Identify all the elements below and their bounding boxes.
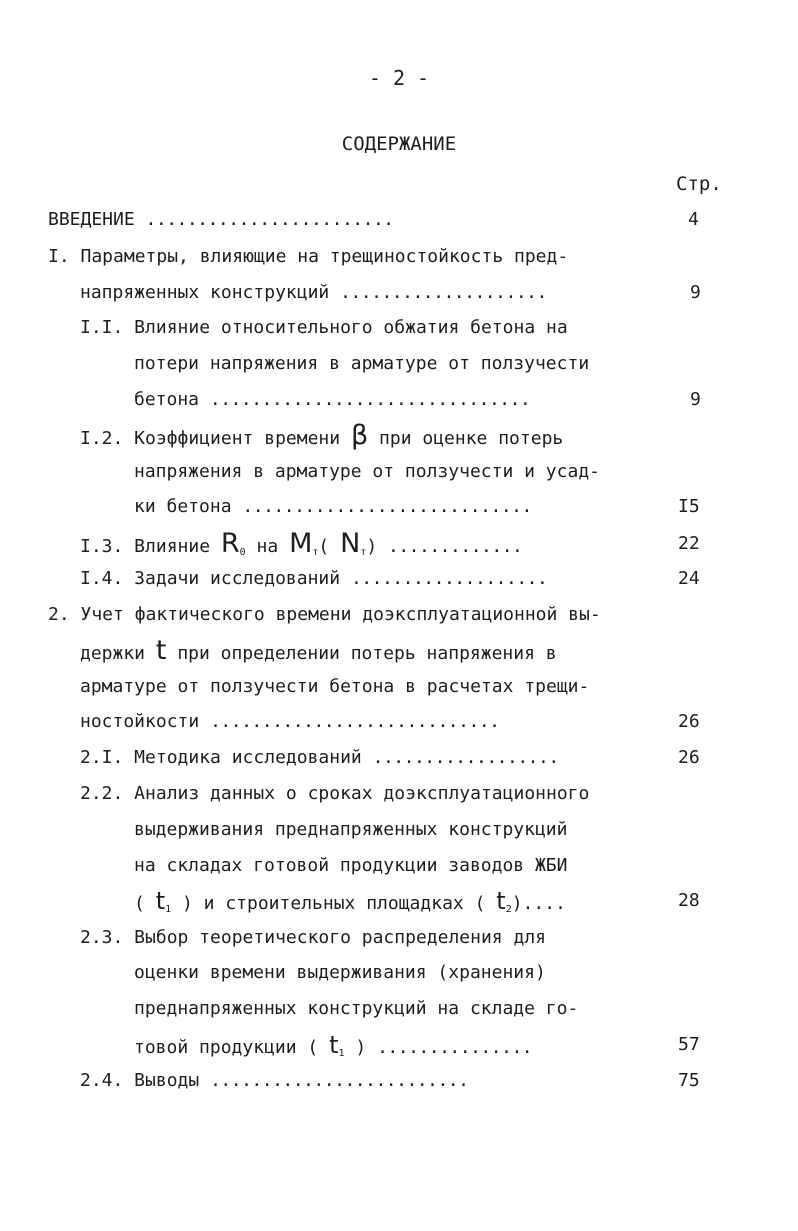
toc-entry-introduction[interactable] bbox=[48, 208, 394, 232]
toc-entry-title: I. Параметры, влияющие на трещиностойкость пред- bbox=[48, 246, 569, 267]
toc-entry-continuation: выдерживания преднапряженных конструкций bbox=[134, 819, 568, 840]
toc-entry-continuation: товой продукции ( $t_1$ ) ............... bbox=[134, 1031, 533, 1059]
m-symbol: M bbox=[289, 528, 313, 559]
toc-leader-dots: ............................ bbox=[210, 711, 500, 732]
toc-entry-section-1-1[interactable] bbox=[80, 316, 568, 340]
toc-entry-section-2-2[interactable]: 2.2. Анализ данных о сроках доэксплуатационного bbox=[80, 783, 590, 804]
toc-leader-dots: ............................ bbox=[242, 496, 532, 517]
toc-entry-continuation: держки t при определении потерь напряжения в bbox=[80, 635, 557, 666]
page-title: СОДЕРЖАНИЕ bbox=[341, 133, 457, 155]
toc-page-number: 26 bbox=[678, 711, 700, 732]
toc-entry-title: 2. Учет фактического времени доэксплуатационной вы- bbox=[48, 604, 601, 625]
toc-entry-continuation: оценки времени выдерживания (хранения) bbox=[134, 962, 546, 983]
toc-page-number: 57 bbox=[678, 1034, 700, 1055]
toc-entry-continuation: напряженных конструкций .................... bbox=[80, 282, 547, 303]
toc-leader-dots: ............. bbox=[388, 536, 523, 557]
toc-entry-title: I.I. Влияние относительного обжатия бетона на bbox=[80, 317, 568, 338]
toc-entry-section-2-3[interactable]: 2.3. Выбор теоретического распределения для bbox=[80, 927, 546, 948]
toc-page-number: 9 bbox=[690, 389, 701, 410]
toc-leader-dots: ......................... bbox=[210, 1070, 469, 1091]
t1-symbol: t bbox=[155, 887, 166, 915]
toc-entry-section-1-4[interactable]: I.4. Задачи исследований ................... bbox=[80, 568, 548, 589]
toc-leader-dots: ................... bbox=[350, 568, 548, 589]
toc-page-number: 4 bbox=[688, 209, 699, 230]
toc-page-number: I5 bbox=[678, 496, 700, 517]
toc-entry-continuation: арматуре от ползучести бетона в расчетах трещи- bbox=[80, 676, 590, 697]
toc-page-number: 26 bbox=[678, 747, 700, 768]
toc-entry-section-1-3[interactable]: I.3. Влияние $R_0$ на $M_т$( $N_т$) ............. bbox=[80, 528, 523, 559]
toc-entry-continuation: потери напряжения в арматуре от ползучести bbox=[134, 353, 590, 374]
toc-page-number: 22 bbox=[678, 533, 700, 554]
page-number: - 2 - bbox=[368, 66, 430, 90]
toc-leader-dots: ............... bbox=[377, 1037, 533, 1058]
t-symbol: t bbox=[155, 635, 167, 666]
toc-entry-section-2-4[interactable]: 2.4. Выводы ......................... bbox=[80, 1070, 469, 1091]
toc-leader-dots: ............................... bbox=[209, 389, 531, 410]
toc-entry-continuation: бетона ............................... bbox=[134, 389, 531, 410]
toc-page-number: 9 bbox=[690, 282, 701, 303]
toc-leader-dots: .................. bbox=[372, 747, 559, 768]
toc-page-number: 28 bbox=[678, 890, 700, 911]
beta-symbol: β bbox=[350, 420, 369, 451]
toc-page-number: 24 bbox=[678, 568, 700, 589]
toc-entry-continuation: ки бетона ............................ bbox=[134, 496, 532, 517]
toc-entry-continuation: напряжения в арматуре от ползучести и усад- bbox=[134, 461, 600, 482]
t1-symbol: t bbox=[329, 1031, 339, 1059]
toc-leader-dots: ........................ bbox=[145, 209, 394, 230]
toc-entry-continuation: преднапряженных конструкций на складе го- bbox=[134, 998, 579, 1019]
toc-entry-section-2-1[interactable]: 2.I. Методика исследований .................. bbox=[80, 747, 559, 768]
toc-entry-section-1-2[interactable]: I.2. Коэффициент времени β при оценке потерь bbox=[80, 420, 564, 451]
toc-entry-continuation: на складах готовой продукции заводов ЖБИ bbox=[134, 855, 568, 876]
toc-entry-title: ВВЕДЕНИЕ bbox=[48, 209, 135, 230]
n-symbol: N bbox=[340, 528, 361, 559]
toc-entry-continuation: ( $t_1$ ) и строительных площадках ( $t_2$).... bbox=[134, 887, 566, 915]
page-column-label: Стр. bbox=[676, 173, 722, 195]
toc-entry-continuation: ностойкости ............................ bbox=[80, 711, 500, 732]
toc-page-number: 75 bbox=[678, 1070, 700, 1091]
toc-leader-dots: .................... bbox=[340, 282, 547, 303]
r-symbol: R bbox=[220, 528, 240, 559]
toc-entry-chapter-2[interactable] bbox=[48, 603, 601, 627]
t2-symbol: t bbox=[496, 887, 506, 915]
toc-entry-chapter-1[interactable] bbox=[48, 245, 568, 269]
